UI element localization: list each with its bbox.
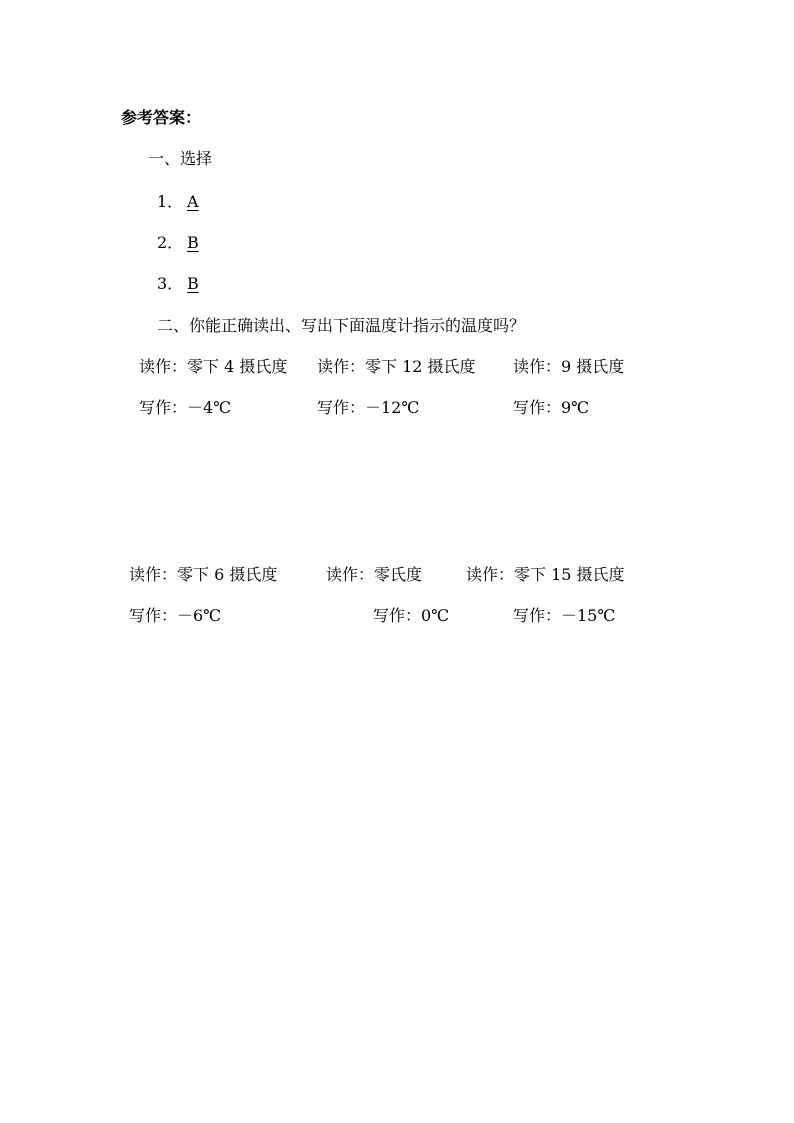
section-choice-heading: 一、选择 — [148, 149, 213, 168]
choice-answer-2 — [157, 233, 201, 253]
answer-value: A — [187, 192, 199, 211]
write-answer-6: 写作：－15℃ — [513, 606, 616, 625]
answer-number: 2． — [157, 233, 184, 252]
read-answer-2: 读作：零下 12 摄氏度 — [317, 357, 476, 376]
read-answer-4: 读作：零下 6 摄氏度 — [129, 565, 278, 584]
answer-value: B — [187, 274, 199, 293]
answer-number: 1． — [157, 192, 184, 211]
section-thermometer-heading: 二、你能正确读出、写出下面温度计指示的温度吗？ — [157, 316, 526, 335]
write-answer-4: 写作：－6℃ — [129, 606, 222, 625]
answer-value: B — [187, 233, 199, 252]
write-answer-1: 写作：－4℃ — [139, 398, 232, 417]
read-answer-6: 读作：零下 15 摄氏度 — [466, 565, 625, 584]
write-answer-3: 写作：9℃ — [513, 398, 590, 417]
choice-answer-1 — [157, 192, 201, 212]
read-answer-1: 读作：零下 4 摄氏度 — [139, 357, 288, 376]
choice-answer-3 — [157, 274, 201, 294]
write-answer-5: 写作：0℃ — [373, 606, 450, 625]
read-answer-5: 读作：零氏度 — [326, 565, 423, 584]
answer-number: 3． — [157, 274, 184, 293]
page-title: 参考答案： — [121, 108, 202, 127]
read-answer-3: 读作：9 摄氏度 — [513, 357, 625, 376]
write-answer-2: 写作：－12℃ — [317, 398, 420, 417]
